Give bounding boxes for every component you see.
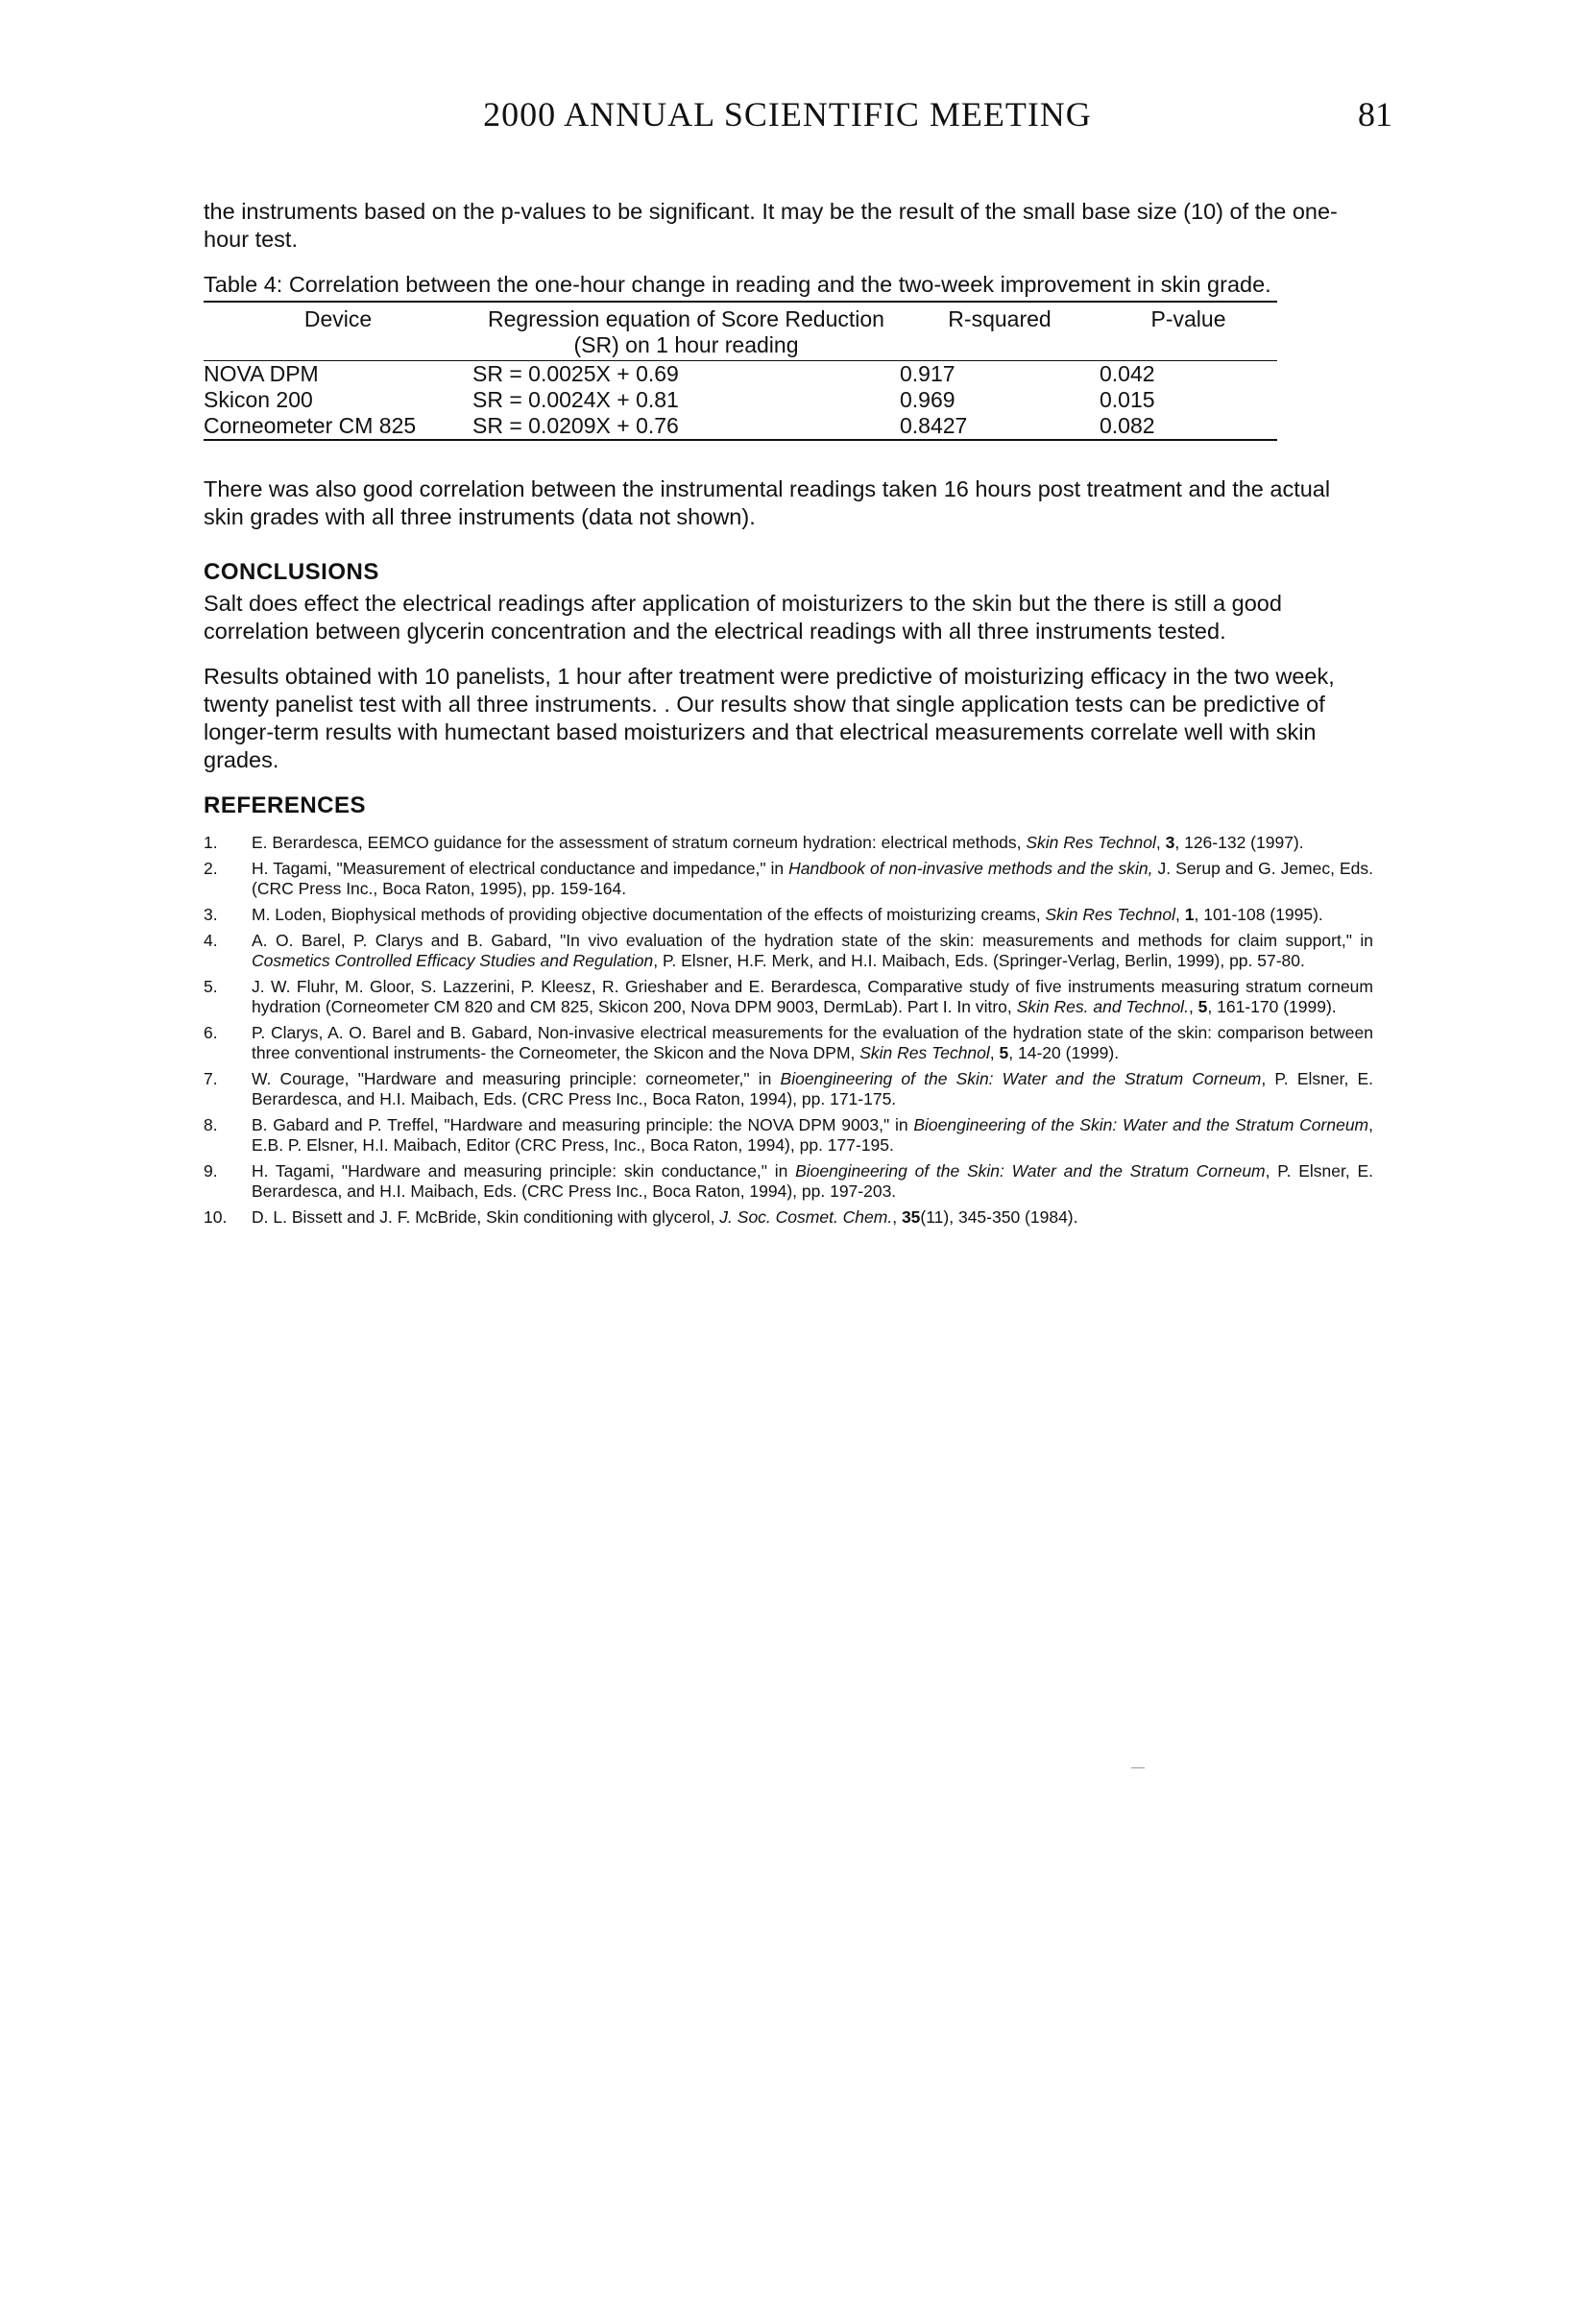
- references-heading: REFERENCES: [204, 792, 367, 818]
- reference-details: ,: [1175, 905, 1185, 924]
- reference-text: [252, 977, 1373, 1017]
- reference-item: [204, 1207, 1373, 1228]
- header-regression: Regression equation of Score Reduction (SR) on 1 hour reading: [488, 306, 884, 357]
- reference-authors-title: H. Tagami, "Measurement of electrical conductance and impedance," in: [252, 859, 789, 878]
- reference-volume: 5: [999, 1043, 1009, 1062]
- conclusions-paragraph-1: Salt does effect the electrical readings after application of moisturizers to the skin but the there is still a good correlation between glycerin concentration and the electrical readings with all three instruments tested.: [204, 591, 1282, 644]
- reference-source-title: Cosmetics Controlled Efficacy Studies and Regulation: [252, 951, 654, 970]
- cell-device: NOVA DPM: [204, 361, 319, 386]
- correlation-table: [204, 301, 1277, 441]
- header-p-value: P-value: [1150, 306, 1226, 331]
- page-body: [204, 198, 1373, 1233]
- reference-pages: , 101-108 (1995).: [1194, 905, 1323, 924]
- cell-equation: SR = 0.0025X + 0.69: [472, 361, 679, 386]
- reference-source-title: J. Soc. Cosmet. Chem.: [719, 1207, 893, 1227]
- table-caption: Table 4: Correlation between the one-hour change in reading and the two-week improvement in skin grade.: [204, 272, 1271, 297]
- reference-item: [204, 977, 1373, 1017]
- reference-text: [252, 1115, 1373, 1156]
- reference-details: J. Serup and G. Jemec, Eds. (CRC Press Inc., Boca Raton, 1995), pp. 159-164.: [252, 859, 1373, 898]
- stray-mark: [1131, 1767, 1145, 1768]
- running-header: 2000 ANNUAL SCIENTIFIC MEETING: [483, 95, 1092, 134]
- reference-source-title: Skin Res. and Technol.: [1016, 997, 1189, 1016]
- reference-source-title: Bioengineering of the Skin: Water and the Stratum Corneum: [913, 1115, 1369, 1134]
- reference-item: [204, 1161, 1373, 1202]
- reference-number: 9.: [204, 1161, 218, 1181]
- reference-item: [204, 1023, 1373, 1063]
- reference-item: [204, 833, 1373, 853]
- cell-device: Corneometer CM 825: [204, 413, 417, 438]
- header-r-squared: R-squared: [948, 306, 1052, 331]
- header-device: Device: [303, 306, 373, 331]
- cell-r-squared: 0.917: [900, 361, 955, 386]
- reference-text: [252, 1161, 1373, 1202]
- reference-item: [204, 859, 1373, 899]
- intro-paragraph: the instruments based on the p-values to be significant. It may be the result of the small base size (10) of the one-hour test.: [204, 199, 1338, 252]
- reference-number: 4.: [204, 931, 218, 950]
- reference-number: 7.: [204, 1069, 218, 1088]
- reference-authors-title: D. L. Bissett and J. F. McBride, Skin conditioning with glycerol,: [252, 1207, 720, 1227]
- reference-source-title: Skin Res Technol: [1045, 905, 1176, 924]
- reference-number: 3.: [204, 905, 218, 924]
- reference-source-title: Handbook of non-invasive methods and the skin,: [788, 859, 1153, 878]
- correlation-paragraph: There was also good correlation between the instrumental readings taken 16 hours post treatment and the actual skin grades with all three instruments (data not shown).: [204, 476, 1331, 529]
- reference-details: ,: [892, 1207, 902, 1227]
- cell-equation: SR = 0.0209X + 0.76: [472, 413, 679, 438]
- reference-volume: 3: [1165, 833, 1175, 852]
- reference-details: ,: [1188, 997, 1198, 1016]
- reference-details: ,: [1155, 833, 1166, 852]
- reference-details: ,: [989, 1043, 1000, 1062]
- cell-r-squared: 0.969: [900, 387, 955, 412]
- reference-details: , E.B. P. Elsner, H.I. Maibach, Editor (CRC Press, Inc., Boca Raton, 1994), pp. 177-195.: [252, 1115, 1374, 1155]
- reference-text: [252, 859, 1373, 899]
- reference-pages: , 161-170 (1999).: [1207, 997, 1337, 1016]
- reference-details: , P. Elsner, E. Berardesca, and H.I. Maibach, Eds. (CRC Press Inc., Boca Raton, 1994), pp. 197-203.: [252, 1161, 1374, 1201]
- reference-item: [204, 905, 1373, 925]
- reference-details: , P. Elsner, H.F. Merk, and H.I. Maibach, Eds. (Springer-Verlag, Berlin, 1999), pp. 57-80.: [653, 951, 1305, 970]
- reference-text: [252, 833, 1373, 853]
- reference-source-title: Skin Res Technol: [1026, 833, 1156, 852]
- cell-device: Skicon 200: [204, 387, 313, 412]
- reference-details: , P. Elsner, E. Berardesca, and H.I. Maibach, Eds. (CRC Press Inc., Boca Raton, 1994), pp. 171-175.: [252, 1069, 1373, 1108]
- conclusions-heading: CONCLUSIONS: [204, 559, 379, 585]
- cell-equation: SR = 0.0024X + 0.81: [472, 387, 679, 412]
- reference-text: [252, 1207, 1373, 1228]
- reference-volume: 5: [1197, 997, 1208, 1016]
- reference-source-title: Bioengineering of the Skin: Water and the Stratum Corneum: [795, 1161, 1266, 1181]
- reference-item: [204, 931, 1373, 971]
- reference-number: 6.: [204, 1023, 218, 1042]
- reference-text: [252, 931, 1373, 971]
- table-row: [204, 413, 1277, 440]
- reference-list: [204, 833, 1373, 1228]
- cell-p-value: 0.015: [1100, 387, 1155, 412]
- reference-authors-title: A. O. Barel, P. Clarys and B. Gabard, "In vivo evaluation of the hydration state of the skin: measurements and methods for claim support," in: [252, 931, 1373, 950]
- reference-number: 1.: [204, 833, 218, 852]
- reference-text: [252, 905, 1373, 925]
- reference-number: 10.: [204, 1207, 228, 1227]
- reference-number: 5.: [204, 977, 218, 996]
- reference-source-title: Bioengineering of the Skin: Water and the Stratum Corneum: [780, 1069, 1262, 1088]
- reference-authors-title: J. W. Fluhr, M. Gloor, S. Lazzerini, P. Kleesz, R. Grieshaber and E. Berardesca, Comparative study of five instruments measuring stratum corneum hydration (Corneometer CM 820 and CM 825, Skicon 200, Nova DPM 9003, DermLab). Part I. In vitro,: [252, 977, 1373, 1016]
- reference-authors-title: H. Tagami, "Hardware and measuring principle: skin conductance," in: [252, 1161, 796, 1181]
- reference-item: [204, 1115, 1373, 1156]
- reference-pages: (11), 345-350 (1984).: [920, 1207, 1078, 1227]
- reference-source-title: Skin Res Technol: [859, 1043, 990, 1062]
- reference-authors-title: P. Clarys, A. O. Barel and B. Gabard, Non-invasive electrical measurements for the evaluation of the hydration state of the skin: comparison between three conventional instruments- the Corneometer, the Skicon and the Nova DPM,: [252, 1023, 1373, 1062]
- cell-p-value: 0.082: [1100, 413, 1155, 438]
- reference-text: [252, 1069, 1373, 1109]
- page-number: 81: [1358, 95, 1392, 134]
- reference-authors-title: M. Loden, Biophysical methods of providing objective documentation of the effects of moisturizing creams,: [252, 905, 1046, 924]
- reference-volume: 1: [1184, 905, 1195, 924]
- reference-authors-title: W. Courage, "Hardware and measuring principle: corneometer," in: [252, 1069, 781, 1088]
- conclusions-paragraph-2: Results obtained with 10 panelists, 1 hour after treatment were predictive of moisturizing efficacy in the two week, twenty panelist test with all three instruments. . Our results show that single application tests can be predictive of longer-term results with humectant based moisturizers and that electrical measurements correlate well with skin grades.: [204, 664, 1335, 772]
- reference-authors-title: B. Gabard and P. Treffel, "Hardware and measuring principle: the NOVA DPM 9003," in: [252, 1115, 914, 1134]
- cell-p-value: 0.042: [1100, 361, 1155, 386]
- reference-text: [252, 1023, 1373, 1063]
- table-header-row: [204, 302, 1277, 361]
- reference-pages: , 14-20 (1999).: [1008, 1043, 1120, 1062]
- reference-pages: , 126-132 (1997).: [1174, 833, 1304, 852]
- reference-number: 8.: [204, 1115, 218, 1134]
- reference-number: 2.: [204, 859, 218, 878]
- table-row: [204, 361, 1277, 388]
- reference-volume: 35: [901, 1207, 921, 1227]
- reference-item: [204, 1069, 1373, 1109]
- cell-r-squared: 0.8427: [900, 413, 968, 438]
- table-row: [204, 387, 1277, 413]
- reference-authors-title: E. Berardesca, EEMCO guidance for the assessment of stratum corneum hydration: electrical methods,: [252, 833, 1027, 852]
